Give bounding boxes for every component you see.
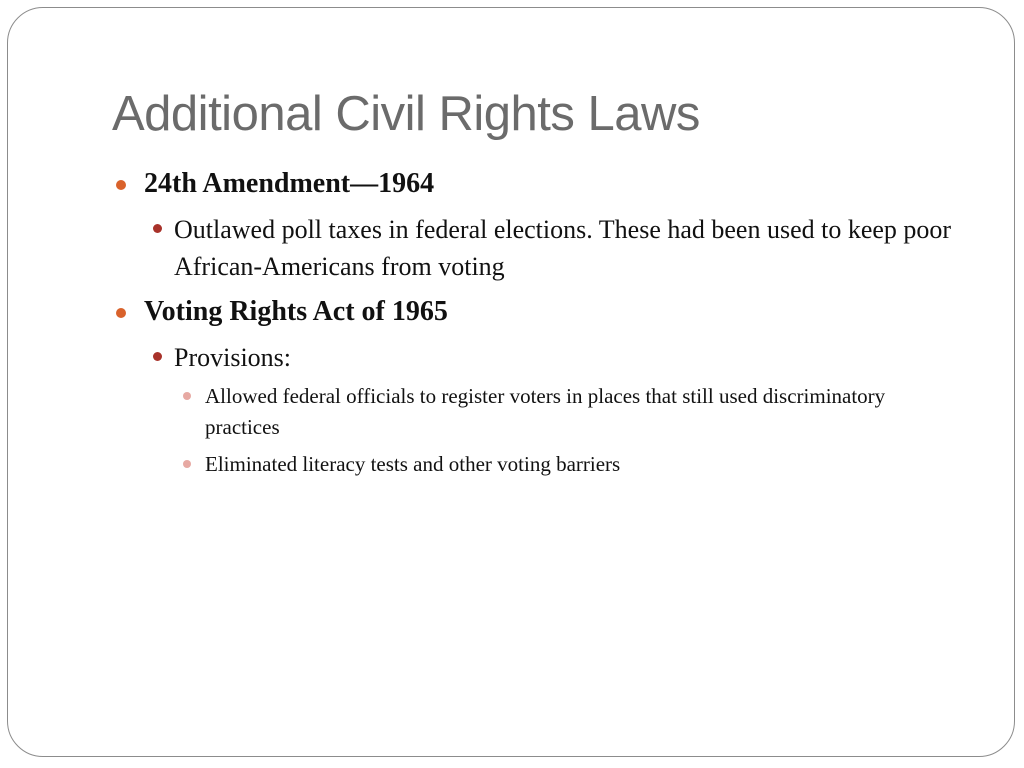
list-item-level1: Voting Rights Act of 1965 xyxy=(144,296,448,327)
bullet-level3-icon xyxy=(183,392,191,400)
bullet-level3-icon xyxy=(183,460,191,468)
bullet-level1-icon xyxy=(116,180,126,190)
list-item-level2: Provisions: xyxy=(174,343,292,372)
list-item-level2: Outlawed poll taxes in federal elections. These had been used to keep poor African-Americans from voting xyxy=(174,215,952,281)
slide-title: Additional Civil Rights Laws xyxy=(112,87,700,141)
bullet-level2-icon xyxy=(153,352,162,361)
bullet-level1-icon xyxy=(116,308,126,318)
list-item-level1: 24th Amendment—1964 xyxy=(144,168,435,199)
bullet-level2-icon xyxy=(153,224,162,233)
list-item-level3: Eliminated literacy tests and other voting barriers xyxy=(205,452,621,476)
list-item-level3: Allowed federal officials to register voters in places that still used discriminatory practices xyxy=(205,384,886,439)
